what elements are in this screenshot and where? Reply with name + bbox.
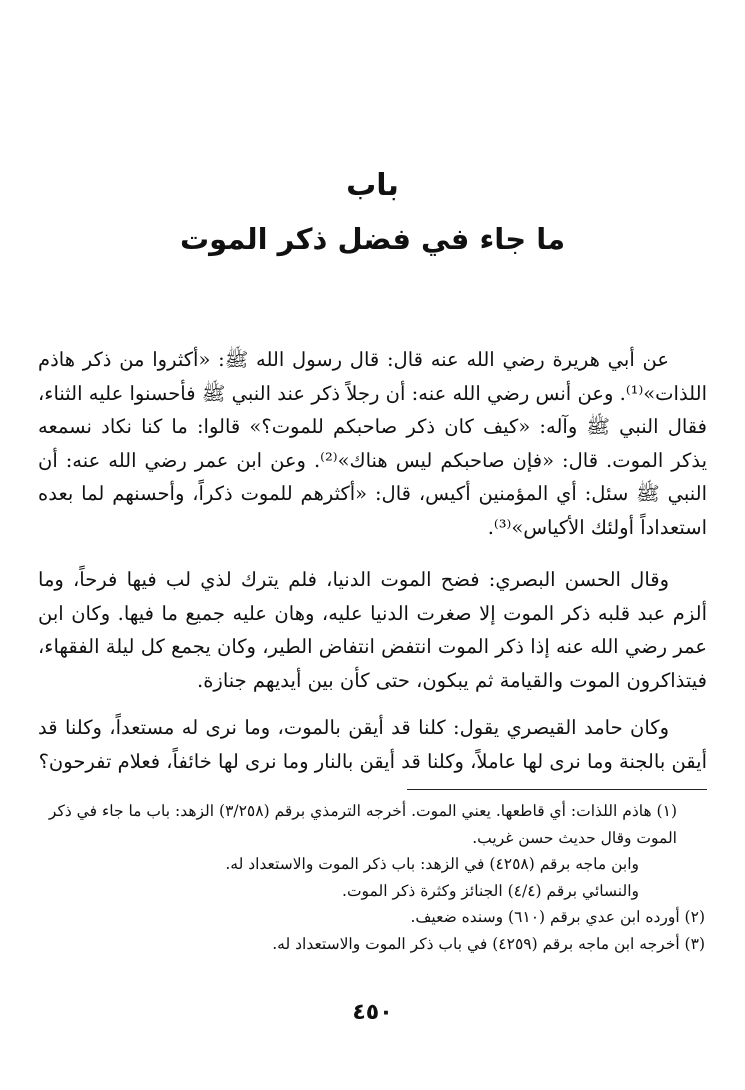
footnotes — [40, 798, 705, 957]
footnote-1-ibn-majah: وابن ماجه برقم (٤٢٥٨) في الزهد: باب ذكر الموت والاستعداد له. — [225, 855, 639, 873]
paragraph-hamid-qaysari: وكان حامد القيصري يقول: كلنا قد أيقن بالموت، وما نرى له مستعداً، وكلنا قد أيقن بالجنة وما نرى لها عاملاً، وكلنا قد أيقن بالنار وما نرى لها خائفاً، فعلام تفرحون؟ — [38, 716, 707, 773]
footnote-1: (١) هاذم اللذات: أي قاطعها. يعني الموت. أخرجه الترمذي برقم (٣/٢٥٨) الزهد: باب ما جاء في ذكر الموت وقال حديث حسن غريب. — [48, 802, 677, 847]
footnote-2: (٢) أورده ابن عدي برقم (٦١٠) وسنده ضعيف. — [410, 908, 705, 926]
chapter-word: باب — [346, 168, 399, 203]
footnote-divider — [407, 789, 707, 790]
chapter-title: ما جاء في فضل ذكر الموت — [179, 222, 566, 256]
footnote-1-nasai: والنسائي برقم (٤/٤) الجنائز وكثرة ذكر الموت. — [342, 881, 639, 900]
footnote-3: (٣) أخرجه ابن ماجه برقم (٤٢٥٩) في باب ذكر الموت والاستعداد له. — [272, 934, 705, 953]
paragraph-hasan-basri: وقال الحسن البصري: فضح الموت الدنيا، فلم يترك لذي لب فيها فرحاً، وما ألزم عبد قلبه ذكر الموت إلا صغرت الدنيا عليه، وهان عليه جميع ما فيها. وكان ابن عمر رضي الله عنه إذا ذكر الموت انتفض انتفاض الطير، وكان يجمع كل ليلة الفقهاء، فيتذاكرون الموت والقيامة ثم يبكون، حتى كأن بين أيديهم جنازة. — [38, 568, 707, 692]
paragraph-hadith: عن أبي هريرة رضي الله عنه قال: قال رسول الله ﷺ: «أكثروا من ذكر هاذم اللذات»⁽¹⁾. وعن أنس رضي الله عنه: أن رجلاً ذكر عند النبي ﷺ فأحسنوا عليه الثناء، فقال النبي ﷺ وآله: «كيف كان ذكر صاحبكم للموت؟» قالوا: ما كنا نكاد نسمعه يذكر الموت. قال: «فإن صاحبكم ليس هناك»⁽²⁾. وعن ابن عمر رضي الله عنه: أن النبي ﷺ سئل: أي المؤمنين أكيس، قال: «أكثرهم للموت ذكراً، وأحسنهم لما بعده استعداداً أولئك الأكياس»⁽³⁾. — [38, 348, 707, 539]
page-number: ٤٥٠ — [352, 1000, 393, 1025]
